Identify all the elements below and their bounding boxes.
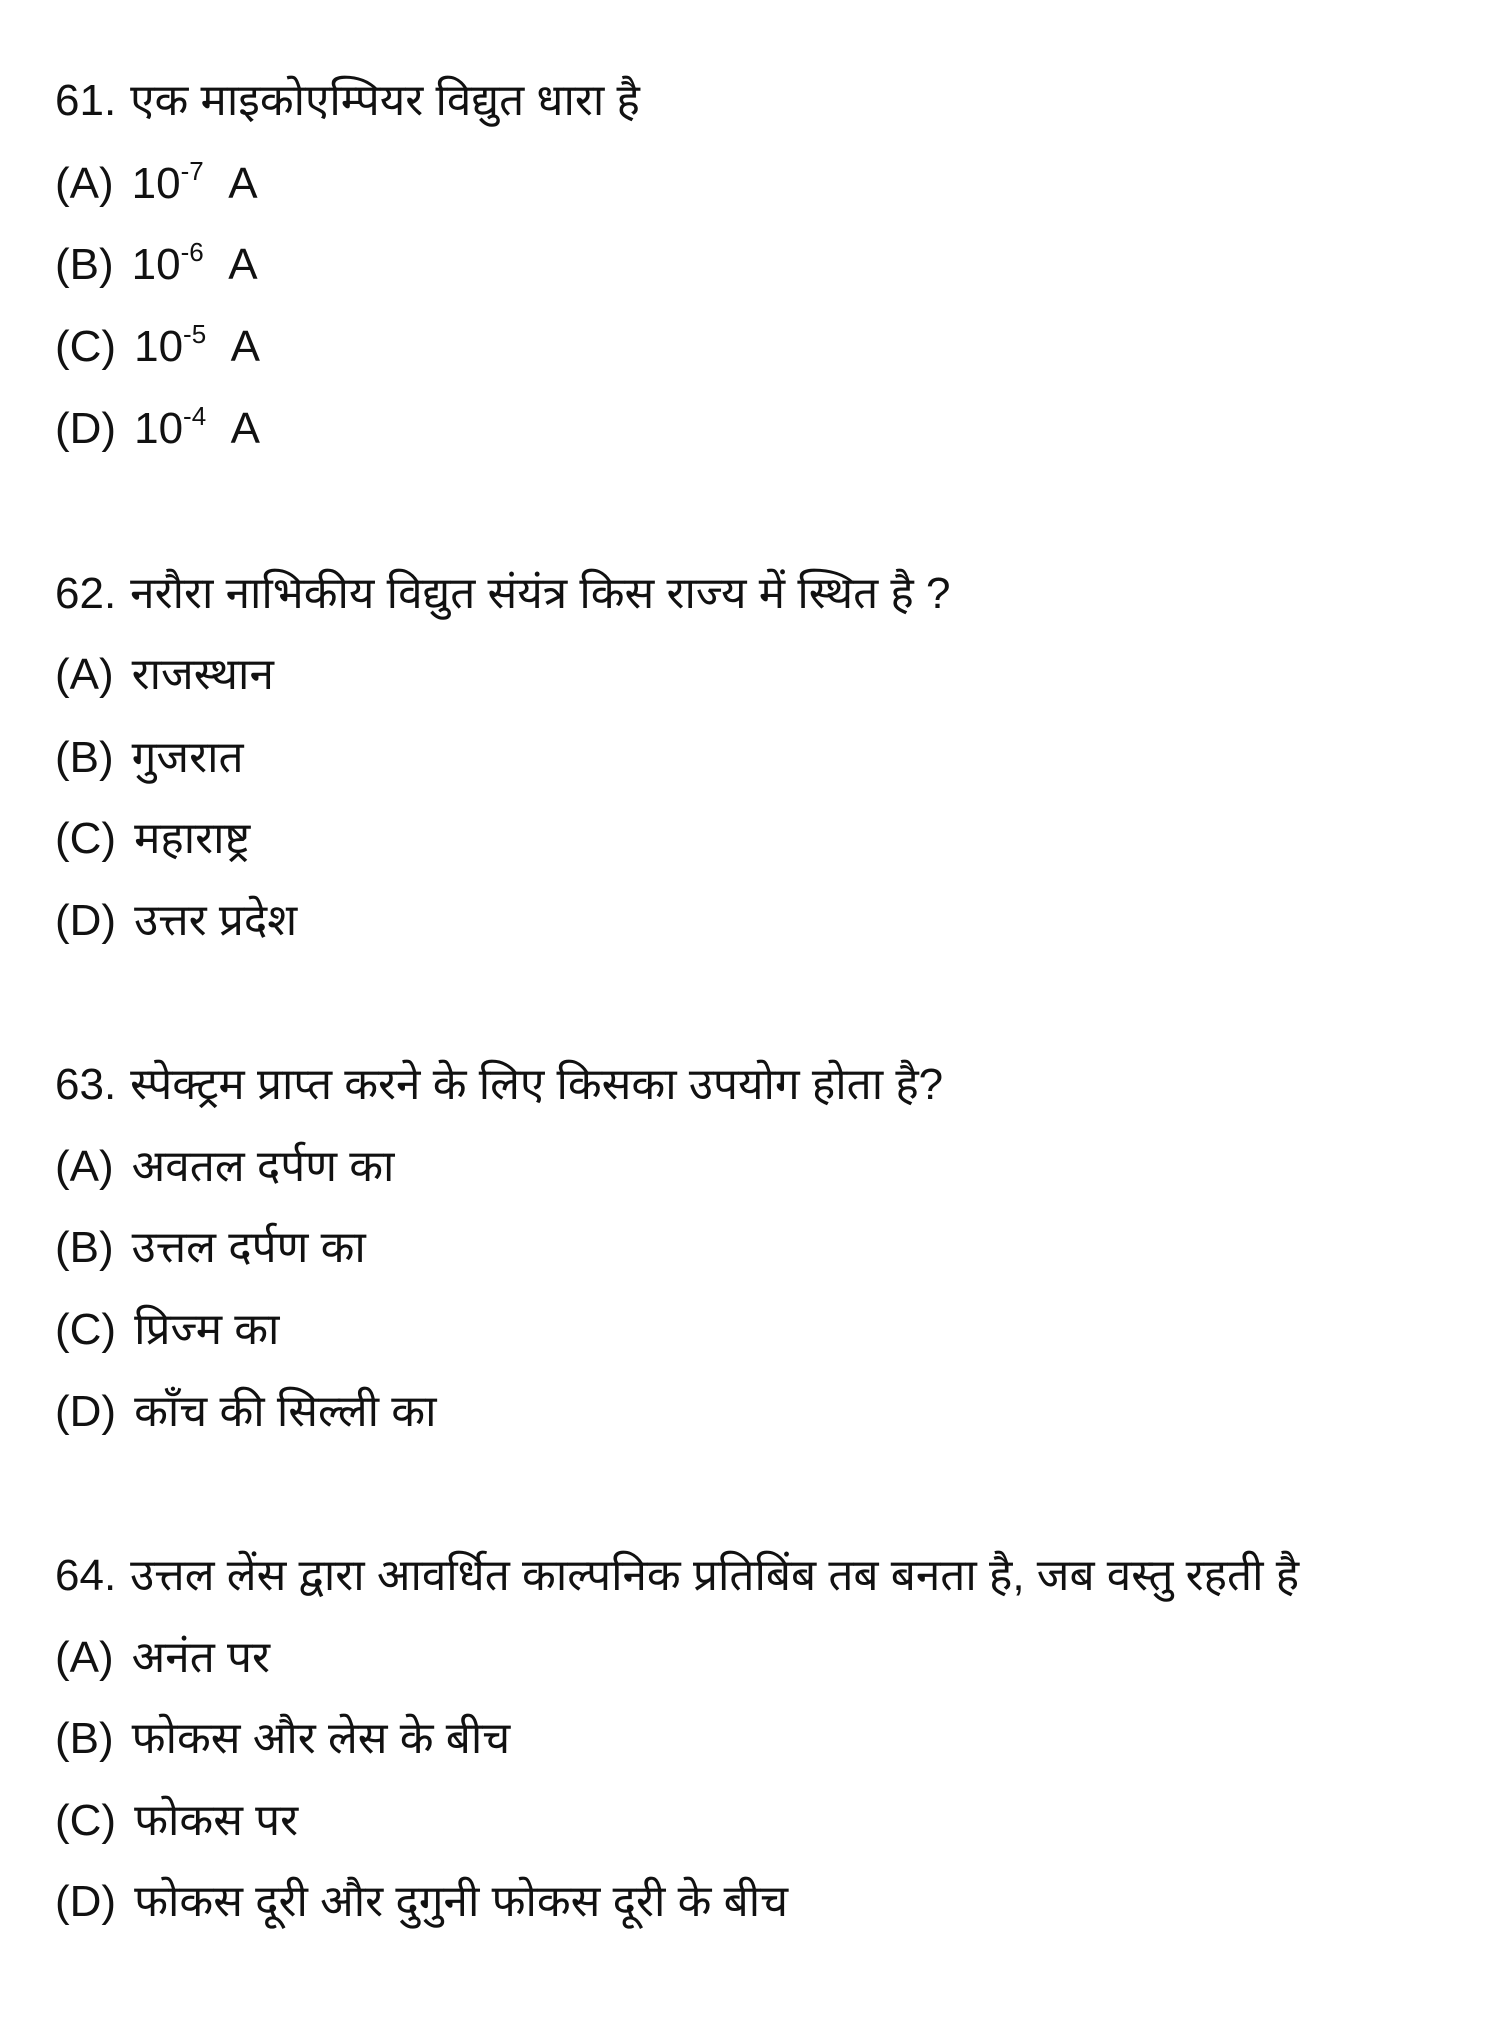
question-number: 61. <box>55 76 117 125</box>
option-text: फोकस पर <box>134 1796 299 1845</box>
option-63-c <box>55 1302 279 1358</box>
option-unit: A <box>230 322 260 371</box>
option-label: (C) <box>55 322 117 371</box>
question-62 <box>55 566 950 622</box>
question-number: 64. <box>55 1551 117 1600</box>
option-label: (B) <box>55 733 114 782</box>
question-text: स्पेक्ट्रम प्राप्त करने के लिए किसका उपयोग होता है? <box>130 1060 944 1109</box>
option-label: (D) <box>55 1877 117 1926</box>
option-label: (A) <box>55 1633 114 1682</box>
option-62-b <box>55 730 244 786</box>
option-label: (D) <box>55 1387 117 1436</box>
option-base: 10 <box>131 159 181 208</box>
option-text: फोकस और लेस के बीच <box>131 1714 511 1763</box>
question-number: 63. <box>55 1060 117 1109</box>
question-61 <box>55 73 640 129</box>
option-unit: A <box>230 404 260 453</box>
option-64-c <box>55 1793 298 1849</box>
option-exponent: -5 <box>183 319 207 349</box>
option-61-b <box>55 237 258 293</box>
option-61-c <box>55 319 260 375</box>
option-label: (C) <box>55 1305 117 1354</box>
option-text: अनंत पर <box>131 1633 270 1682</box>
option-label: (C) <box>55 814 117 863</box>
question-text: उत्तल लेंस द्वारा आवर्धित काल्पनिक प्रतिबिंब तब बनता है, जब वस्तु रहती है <box>130 1551 1300 1600</box>
option-unit: A <box>228 240 258 289</box>
option-text: अवतल दर्पण का <box>131 1142 395 1191</box>
option-text: महाराष्ट्र <box>134 814 251 863</box>
option-label: (D) <box>55 896 117 945</box>
option-base: 10 <box>131 240 181 289</box>
option-text: उत्तर प्रदेश <box>134 896 298 945</box>
question-text: एक माइकोएम्पियर विद्युत धारा है <box>130 76 640 125</box>
option-label: (B) <box>55 240 114 289</box>
option-64-d <box>55 1874 788 1930</box>
option-61-d <box>55 401 260 457</box>
option-62-d <box>55 893 297 949</box>
option-label: (B) <box>55 1223 114 1272</box>
question-64 <box>55 1548 1299 1604</box>
option-text: राजस्थान <box>131 650 274 699</box>
option-exponent: -7 <box>180 156 204 186</box>
option-63-a <box>55 1139 394 1195</box>
option-label: (A) <box>55 159 114 208</box>
option-base: 10 <box>134 322 184 371</box>
option-exponent: -4 <box>183 401 207 431</box>
option-text: प्रिज्म का <box>134 1305 280 1354</box>
question-text: नरौरा नाभिकीय विद्युत संयंत्र किस राज्य में स्थित है ? <box>130 569 951 618</box>
option-61-a <box>55 156 258 212</box>
option-64-a <box>55 1630 270 1686</box>
option-label: (B) <box>55 1714 114 1763</box>
option-text: गुजरात <box>131 733 244 782</box>
question-number: 62. <box>55 569 117 618</box>
option-label: (A) <box>55 650 114 699</box>
option-label: (D) <box>55 404 117 453</box>
option-label: (A) <box>55 1142 114 1191</box>
option-text: फोकस दूरी और दुगुनी फोकस दूरी के बीच <box>134 1877 789 1926</box>
option-label: (C) <box>55 1796 117 1845</box>
option-63-b <box>55 1220 366 1276</box>
option-62-c <box>55 811 250 867</box>
question-63 <box>55 1057 943 1113</box>
option-exponent: -6 <box>180 237 204 267</box>
option-63-d <box>55 1384 436 1440</box>
option-text: उत्तल दर्पण का <box>131 1223 366 1272</box>
option-62-a <box>55 647 274 703</box>
option-unit: A <box>228 159 258 208</box>
option-text: काँच की सिल्ली का <box>134 1387 437 1436</box>
option-base: 10 <box>134 404 184 453</box>
option-64-b <box>55 1711 510 1767</box>
